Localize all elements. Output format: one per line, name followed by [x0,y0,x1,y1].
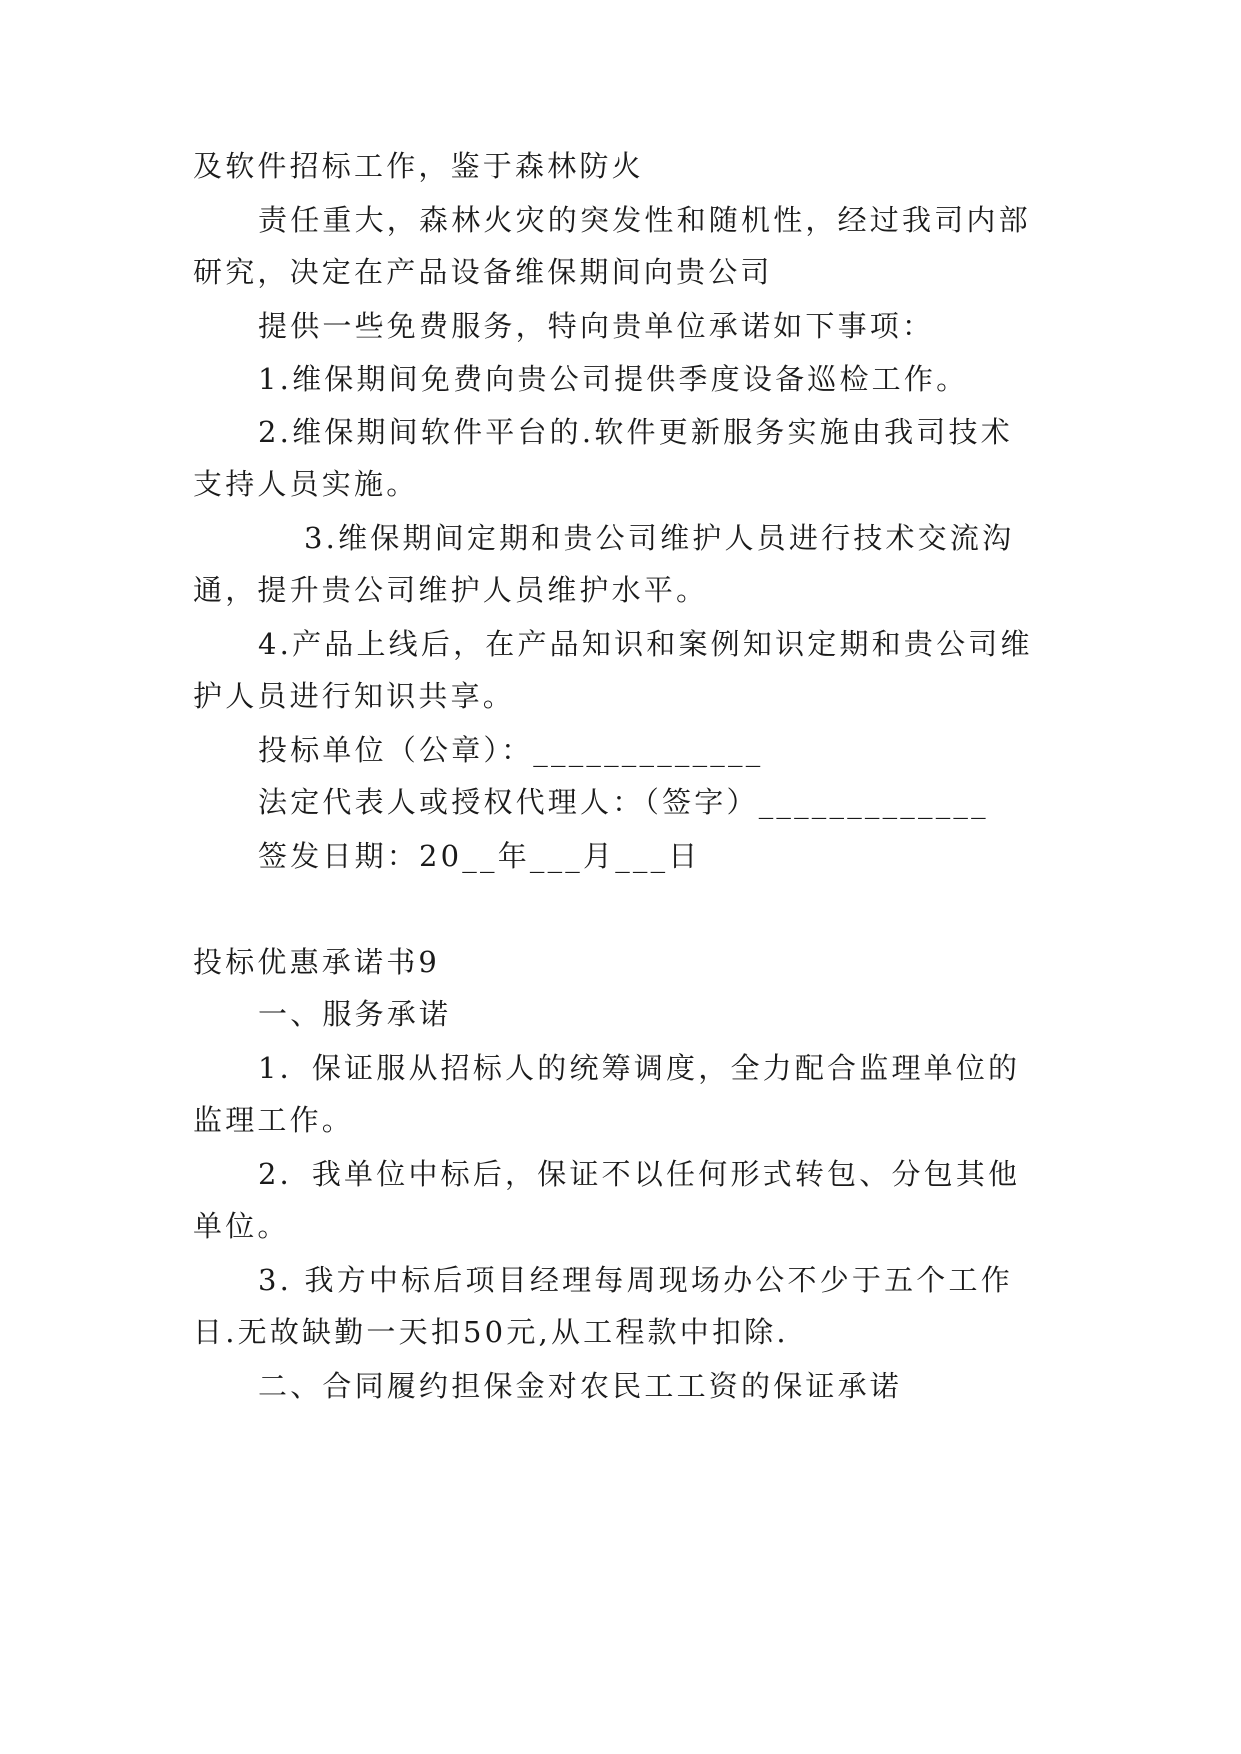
text-line: 通，提升贵公司维护人员维护水平。 [193,573,709,607]
text-line: 3.维保期间定期和贵公司维护人员进行技术交流沟 [304,521,1015,555]
section-heading: 投标优惠承诺书9 [193,945,441,979]
text-line: 1．保证服从招标人的统筹调度，全力配合监理单位的 [258,1051,1021,1085]
section-subheading: 二、合同履约担保金对农民工工资的保证承诺 [258,1369,903,1403]
text-line: 单位。 [193,1209,290,1243]
text-line: 3. 我方中标后项目经理每周现场办公不少于五个工作 [258,1263,1013,1297]
text-line: 2.维保期间软件平台的.软件更新服务实施由我司技术 [258,415,1013,449]
signature-representative-line: 法定代表人或授权代理人：（签字）_____________ [258,785,989,819]
signature-unit-line: 投标单位（公章）：_____________ [258,733,764,767]
text-line: 日.无故缺勤一天扣50元,从工程款中扣除. [193,1315,789,1349]
text-line: 护人员进行知识共享。 [193,679,516,713]
text-line: 研究，决定在产品设备维保期间向贵公司 [193,255,773,289]
text-line: 4.产品上线后，在产品知识和案例知识定期和贵公司维 [258,627,1033,661]
text-line: 责任重大，森林火灾的突发性和随机性，经过我司内部 [258,203,1031,237]
text-line: 1.维保期间免费向贵公司提供季度设备巡检工作。 [258,362,969,396]
section-subheading: 一、服务承诺 [258,997,452,1031]
signature-date-line: 签发日期：20__年___月___日 [258,839,701,873]
text-line: 2．我单位中标后，保证不以任何形式转包、分包其他 [258,1157,1021,1191]
text-line: 监理工作。 [193,1103,355,1137]
text-line: 提供一些免费服务，特向贵单位承诺如下事项： [258,309,935,343]
text-line: 支持人员实施。 [193,467,419,501]
text-line: 及软件招标工作，鉴于森林防火 [193,149,644,183]
